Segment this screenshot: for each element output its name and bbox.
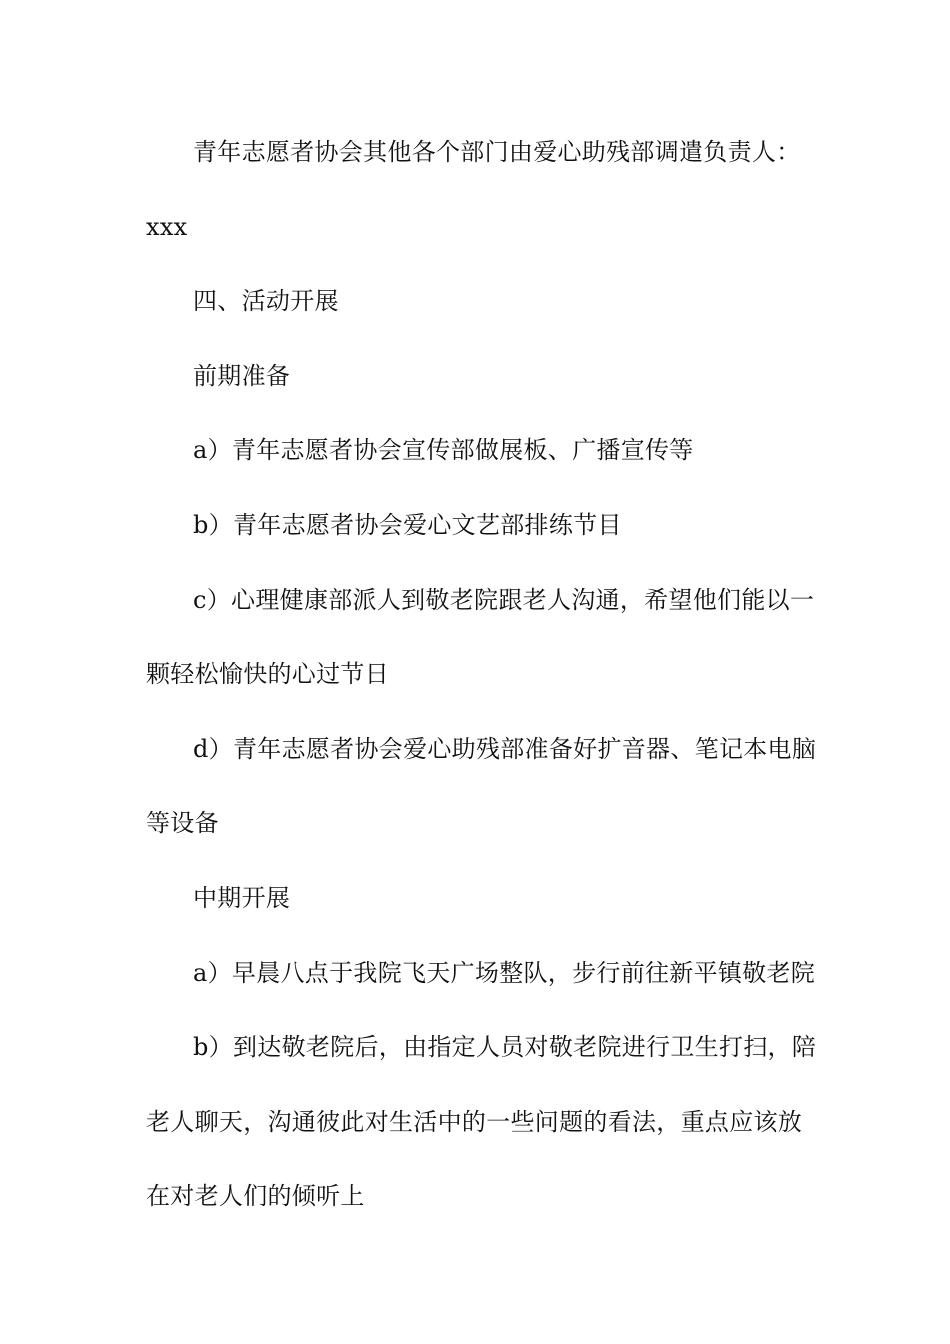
list-item: b）到达敬老院后，由指定人员对敬老院进行卫生打扫，陪 (193, 1033, 817, 1061)
subsection-heading: 前期准备 (193, 362, 291, 390)
list-item-continuation: 在对老人们的倾听上 (146, 1182, 365, 1210)
list-item-continuation: 等设备 (146, 809, 219, 837)
list-item: c）心理健康部派人到敬老院跟老人沟通，希望他们能以一 (193, 586, 815, 614)
list-item: d）青年志愿者协会爱心助残部准备好扩音器、笔记本电脑 (193, 735, 817, 763)
section-heading: 四、活动开展 (193, 287, 339, 315)
paragraph-line: xxx (146, 213, 188, 241)
subsection-heading: 中期开展 (193, 884, 291, 912)
list-item-continuation: 老人聊天，沟通彼此对生活中的一些问题的看法，重点应该放 (146, 1108, 803, 1136)
list-item-continuation: 颗轻松愉快的心过节日 (146, 660, 389, 688)
list-item: a）青年志愿者协会宣传部做展板、广播宣传等 (193, 436, 694, 464)
list-item: a）早晨八点于我院飞天广场整队，步行前往新平镇敬老院 (193, 959, 816, 987)
paragraph-line: 青年志愿者协会其他各个部门由爱心助残部调遣负责人： (193, 138, 801, 166)
list-item: b）青年志愿者协会爱心文艺部排练节目 (193, 511, 622, 539)
